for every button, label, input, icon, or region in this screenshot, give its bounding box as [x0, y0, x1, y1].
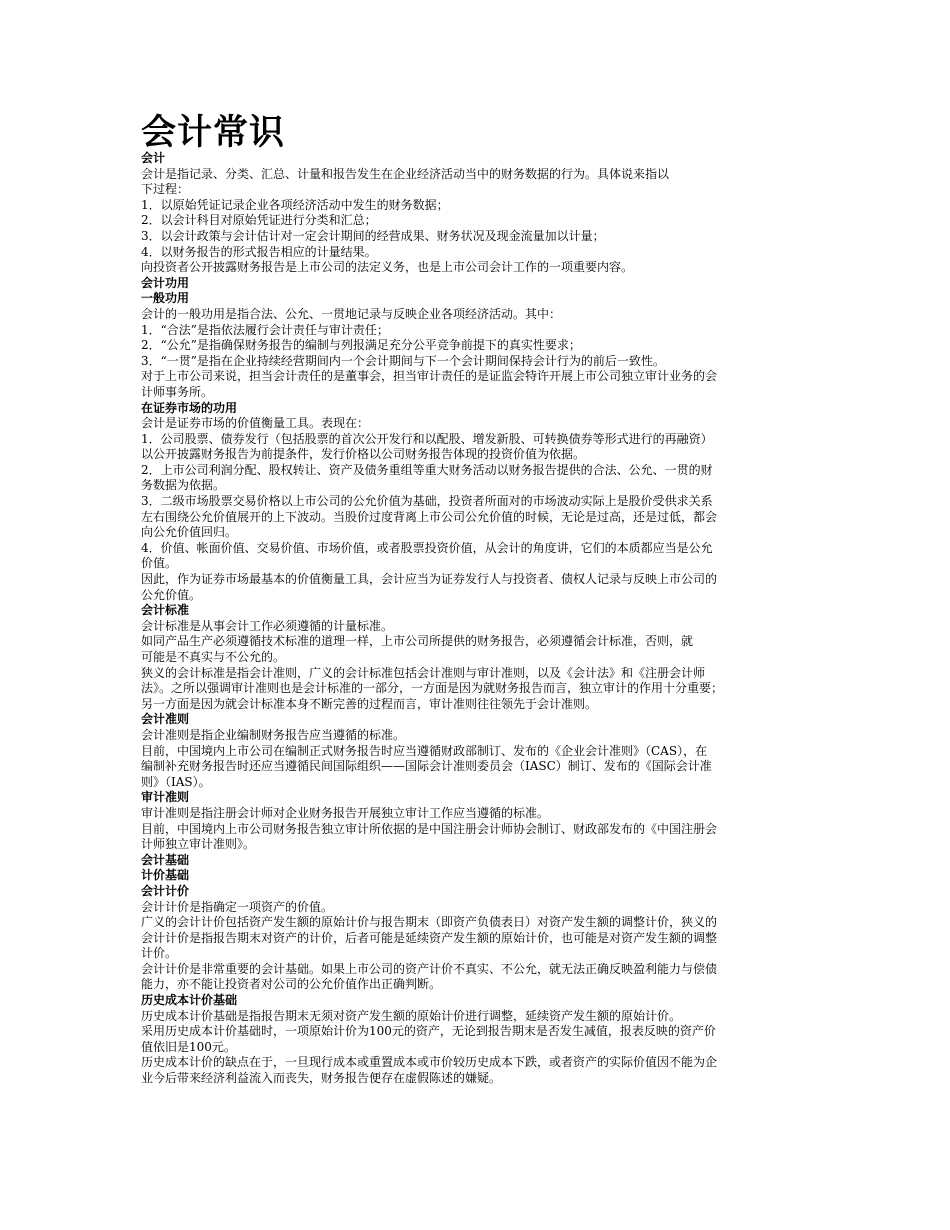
- text-line: 业今后带来经济利益流入而丧失，财务报告便存在虚假陈述的嫌疑。: [141, 1071, 502, 1086]
- text-line: 1．以原始凭证记录企业各项经济活动中发生的财务数据；: [141, 197, 449, 212]
- text-line: 务数据为依据。: [141, 478, 226, 493]
- section-heading: 会计标准: [141, 603, 190, 618]
- text-line: 计师独立审计准则》。: [141, 837, 256, 852]
- section-heading: 在证券市场的功用: [141, 400, 238, 415]
- section-heading: 审计准则: [141, 790, 190, 805]
- section-heading: 会计基础: [141, 852, 190, 867]
- text-line: 因此，作为证券市场最基本的价值衡量工具，会计应当为证券发行人与投资者、债权人记录与反映上市公司的: [141, 572, 718, 587]
- text-line: 1．公司股票、债券发行（包括股票的首次公开发行和以配股、增发新股、可转换债券等形式进行的再融资）: [141, 431, 713, 446]
- text-line: 向投资者公开披露财务报告是上市公司的法定义务，也是上市公司会计工作的一项重要内容。: [141, 260, 634, 275]
- text-line: 计师事务所。: [141, 384, 214, 399]
- text-line: 能力，亦不能让投资者对公司的公允价值作出正确判断。: [141, 977, 442, 992]
- text-line: 2．以会计科目对原始凭证进行分类和汇总；: [141, 213, 377, 228]
- text-line: 公允价值。: [141, 587, 202, 602]
- text-line: 会计是证券市场的价值衡量工具。表现在：: [141, 416, 370, 431]
- text-line: 会计准则是指企业编制财务报告应当遵循的标准。: [141, 727, 406, 742]
- text-line: 3．“一贯”是指在企业持续经营期间内一个会计期间与下一个会计期间保持会计行为的前后一致性。: [141, 353, 665, 368]
- text-line: 广义的会计计价包括资产发生额的原始计价与报告期末（即资产负债表日）对资产发生额的调整计价，狭义的: [141, 915, 718, 930]
- section-heading: 一般功用: [141, 291, 190, 306]
- text-line: 审计准则是指注册会计师对企业财务报告开展独立审计工作应当遵循的标准。: [141, 805, 550, 820]
- text-line: 1．“合法”是指依法履行会计责任与审计责任；: [141, 322, 389, 337]
- text-line: 会计是指记录、分类、汇总、计量和报告发生在企业经济活动当中的财务数据的行为。具体说来指以: [141, 166, 670, 181]
- text-line: 价值。: [141, 556, 178, 571]
- text-line: 历史成本计价的缺点在于，一旦现行成本或重置成本或市价较历史成本下跌，或者资产的实际价值因不能为企: [141, 1055, 718, 1070]
- text-line: 4．价值、帐面价值、交易价值、市场价值，或者股票投资价值，从会计的角度讲，它们的本质都应当是公允: [141, 540, 713, 555]
- text-line: 如同产品生产必须遵循技术标准的道理一样，上市公司所提供的财务报告，必须遵循会计标准，否则，就: [141, 634, 694, 649]
- text-line: 目前，中国境内上市公司财务报告独立审计所依据的是中国注册会计师协会制订、财政部发布的《中国注册会: [141, 821, 718, 836]
- text-line: 会计计价是指确定一项资产的价值。: [141, 899, 334, 914]
- text-line: 2．“公允”是指确保财务报告的编制与列报满足充分公平竞争前提下的真实性要求；: [141, 338, 581, 353]
- section-heading: 会计计价: [141, 883, 190, 898]
- text-line: 另一方面是因为就会计标准本身不断完善的过程而言，审计准则往往领先于会计准则。: [141, 696, 598, 711]
- text-line: 目前，中国境内上市公司在编制正式财务报告时应当遵循财政部制订、发布的《企业会计准则》（CAS），在: [141, 743, 708, 758]
- text-line: 4．以财务报告的形式报告相应的计量结果。: [141, 244, 377, 259]
- text-line: 法》。之所以强调审计准则也是会计标准的一部分，一方面是因为就财务报告而言，独立审计的作用十分重要；: [141, 681, 724, 696]
- page-title: 会计常识: [141, 112, 286, 153]
- text-line: 值依旧是100元。: [141, 1039, 236, 1054]
- section-heading: 会计功用: [141, 275, 190, 290]
- text-line: 3．二级市场股票交易价格以上市公司的公允价值为基础，投资者所面对的市场波动实际上是股价受供求关系: [141, 494, 713, 509]
- text-line: 3．以会计政策与会计估计对一定会计期间的经营成果、财务状况及现金流量加以计量；: [141, 228, 605, 243]
- text-line: 会计计价是非常重要的会计基础。如果上市公司的资产计价不真实、不公允，就无法正确反映盈利能力与偿债: [141, 961, 718, 976]
- text-line: 会计计价是指报告期末对资产的计价，后者可能是延续资产发生额的原始计价，也可能是对资产发生额的调整: [141, 930, 718, 945]
- text-line: 对于上市公司来说，担当会计责任的是董事会，担当审计责任的是证监会特许开展上市公司独立审计业务的会: [141, 369, 718, 384]
- section-heading: 会计准则: [141, 712, 190, 727]
- text-line: 左右围绕公允价值展开的上下波动。当股价过度背离上市公司公允价值的时候，无论是过高，还是过低，都会: [141, 509, 718, 524]
- text-line: 计价。: [141, 946, 178, 961]
- text-line: 向公允价值回归。: [141, 525, 238, 540]
- text-line: 下过程：: [141, 182, 190, 197]
- document-page: [141, 112, 831, 1087]
- text-line: 狭义的会计标准是指会计准则，广义的会计标准包括会计准则与审计准则，以及《会计法》和《注册会计师: [141, 665, 706, 680]
- document-body: [141, 151, 831, 1087]
- section-heading: 计价基础: [141, 868, 190, 883]
- text-line: 历史成本计价基础是指报告期末无须对资产发生额的原始计价进行调整，延续资产发生额的原始计价。: [141, 1008, 682, 1023]
- text-line: 采用历史成本计价基础时，一项原始计价为100元的资产，无论到报告期末是否发生减值，报表反映的资产价: [141, 1024, 716, 1039]
- text-line: 以公开披露财务报告为前提条件，发行价格以公司财务报告体现的投资价值为依据。: [141, 447, 586, 462]
- section-heading: 会计: [141, 151, 166, 165]
- text-line: 2．上市公司利润分配、股权转让、资产及债务重组等重大财务活动以财务报告提供的合法、公允、一贯的财: [141, 462, 713, 477]
- text-line: 会计的一般功用是指合法、公允、一贯地记录与反映企业各项经济活动。其中：: [141, 306, 562, 321]
- text-line: 会计标准是从事会计工作必须遵循的计量标准。: [141, 618, 394, 633]
- text-line: 则》（IAS）。: [141, 774, 211, 789]
- section-heading: 历史成本计价基础: [141, 993, 238, 1008]
- text-line: 编制补充财务报告时还应当遵循民间国际组织——国际会计准则委员会（IASC）制订、发布的《国际会计准: [141, 759, 712, 774]
- text-line: 可能是不真实与不公允的。: [141, 650, 286, 664]
